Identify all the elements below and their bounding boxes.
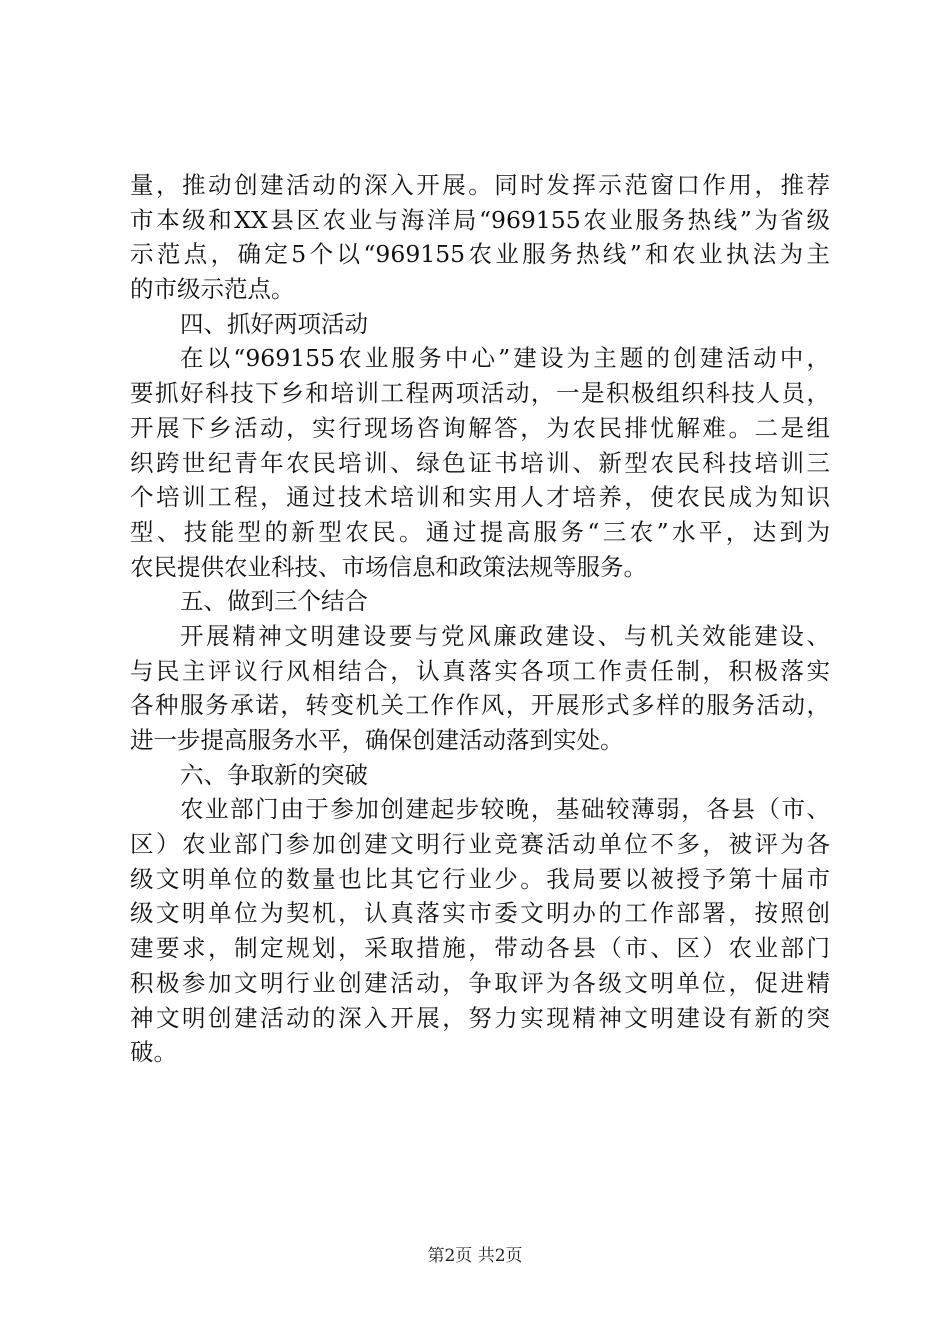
text-line: 级文明单位为契机，认真落实市委文明办的工作部署，按照创	[130, 899, 830, 928]
text-line: 个培训工程，通过技术培训和实用人才培养，使农民成为知识	[130, 483, 830, 512]
text-line: 积极参加文明行业创建活动，争取评为各级文明单位，促进精	[130, 968, 830, 997]
section-heading: 六、争取新的突破	[180, 760, 368, 789]
text-line: 破。	[130, 1038, 177, 1067]
text-line: 进一步提高服务水平，确保创建活动落到实处。	[130, 726, 624, 754]
section-heading: 五、做到三个结合	[180, 587, 368, 616]
text-line: 级文明单位的数量也比其它行业少。我局要以被授予第十届市	[130, 864, 830, 893]
document-body	[130, 168, 830, 1070]
text-line: 开展精神文明建设要与党风廉政建设、与机关效能建设、	[180, 621, 830, 650]
text-line: 与民主评议行风相结合，认真落实各项工作责任制，积极落实	[130, 656, 830, 685]
text-line: 各种服务承诺，转变机关工作作风，开展形式多样的服务活动，	[130, 691, 830, 720]
text-line: 农民提供农业科技、市场信息和政策法规等服务。	[130, 552, 647, 581]
text-line: 的市级示范点。	[130, 275, 295, 304]
text-line: 型、技能型的新型农民。通过提高服务“三农”水平，达到为	[130, 517, 830, 546]
text-line: 量，推动创建活动的深入开展。同时发挥示范窗口作用，推荐	[130, 171, 830, 199]
text-line: 织跨世纪青年农民培训、绿色证书培训、新型农民科技培训三	[130, 448, 830, 477]
text-line: 示范点，确定5个以“969155农业服务热线”和农业执法为主	[130, 240, 830, 269]
text-line: 区）农业部门参加创建文明行业竞赛活动单位不多，被评为各	[130, 830, 830, 859]
text-line: 市本级和XX县区农业与海洋局“969155农业服务热线”为省级	[130, 205, 830, 234]
text-line: 神文明创建活动的深入开展，努力实现精神文明建设有新的突	[130, 1003, 830, 1032]
page-number-footer: 第2页 共2页	[427, 1246, 523, 1266]
text-line: 在以“969155农业服务中心”建设为主题的创建活动中，	[180, 344, 830, 373]
text-line: 建要求，制定规划，采取措施，带动各县（市、区）农业部门	[130, 934, 830, 963]
text-line: 要抓好科技下乡和培训工程两项活动，一是积极组织科技人员，	[130, 379, 830, 408]
text-line: 农业部门由于参加创建起步较晚，基础较薄弱，各县（市、	[180, 795, 830, 824]
section-heading: 四、抓好两项活动	[180, 309, 368, 338]
text-line: 开展下乡活动，实行现场咨询解答，为农民排忧解难。二是组	[130, 413, 830, 442]
